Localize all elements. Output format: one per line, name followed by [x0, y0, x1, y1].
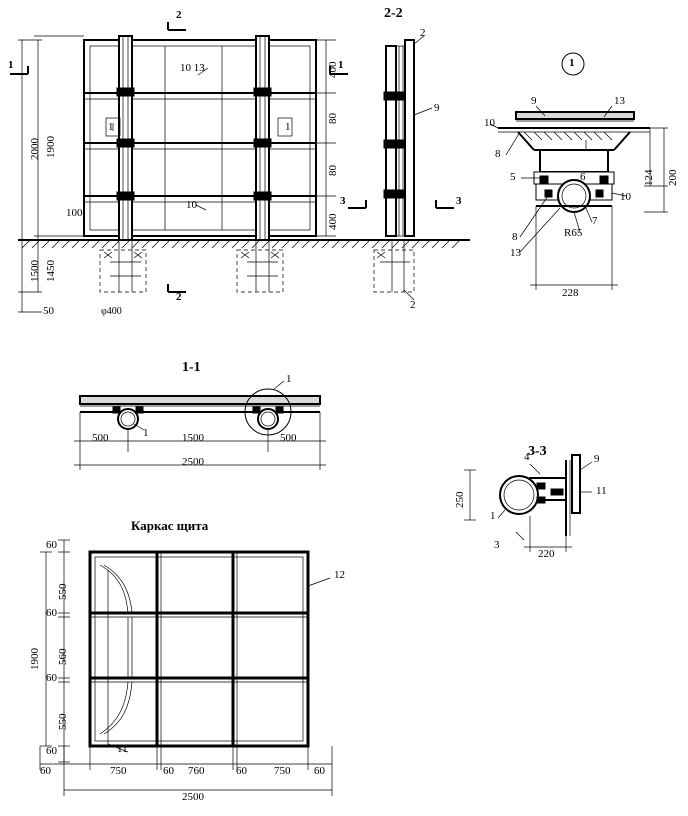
dim-100: 100 — [66, 207, 83, 219]
d1-callout-13-top: 13 — [614, 95, 625, 107]
frame-dim-750-r: 750 — [274, 765, 291, 777]
foundation-diameter-note: φ400 — [101, 306, 122, 317]
s11-dim-500-right: 500 — [280, 432, 297, 444]
d1-callout-5: 5 — [510, 171, 516, 183]
title-frame-panel: Каркас щита — [131, 518, 209, 533]
d1-callout-r65: R65 — [564, 227, 583, 239]
s33-callout-9: 9 — [594, 453, 600, 465]
frame-dim-750-l: 750 — [110, 765, 127, 777]
frame-dim-60-bot: 60 — [46, 745, 57, 757]
frame-dim-60-m1: 60 — [163, 765, 174, 777]
d1-callout-10-right: 10 — [620, 191, 631, 203]
dim-80-lower: 80 — [327, 165, 339, 176]
dim-1900: 1900 — [45, 136, 57, 158]
section-mark-3-right: 3 — [456, 195, 462, 207]
frame-dim-60-a: 60 — [46, 607, 57, 619]
d1-dim-200: 200 — [667, 169, 679, 186]
callout-1-right: 1 — [285, 121, 291, 133]
frame-dim-550-t: 550 — [57, 583, 69, 600]
d1-callout-8-lower: 8 — [512, 231, 518, 243]
dim-2000: 2000 — [29, 138, 41, 160]
frame-dim-60-r: 60 — [314, 765, 325, 777]
title-section-2-2: 2-2 — [384, 6, 403, 21]
s22-mark-2-bottom: 2 — [410, 299, 416, 311]
s11-dim-1500: 1500 — [182, 432, 204, 444]
s33-callout-4: 4 — [524, 451, 530, 463]
detail-balloon-1: 1 — [569, 57, 575, 69]
s11-callout-1-top: 1 — [286, 373, 292, 385]
d1-dim-228: 228 — [562, 287, 579, 299]
title-section-1-1: 1-1 — [182, 360, 201, 375]
d1-dim-124: 124 — [643, 169, 655, 186]
s33-callout-3: 3 — [494, 539, 500, 551]
dim-400-bottom: 400 — [327, 213, 339, 230]
frame-dim-550-b: 550 — [57, 713, 69, 730]
title-section-3-3: 3-3 — [528, 444, 547, 459]
dim-400-top: 400 — [327, 61, 339, 78]
dim-50: 50 — [43, 305, 54, 317]
frame-dim-2500: 2500 — [182, 791, 204, 803]
s11-callout-1-lower: 1 — [143, 427, 149, 439]
d1-callout-8-upper: 8 — [495, 148, 501, 160]
dim-1450: 1450 — [45, 260, 57, 282]
s33-callout-1: 1 — [490, 510, 496, 522]
d1-callout-13-lower: 13 — [510, 247, 521, 259]
section-mark-1-right: 1 — [338, 59, 344, 71]
frame-dim-60-b: 60 — [46, 672, 57, 684]
s22-callout-9: 9 — [434, 102, 440, 114]
s33-callout-11: 11 — [596, 485, 607, 497]
frame-callout-11: 11 — [117, 743, 128, 755]
s33-dim-220: 220 — [538, 548, 555, 560]
d1-callout-7: 7 — [592, 215, 598, 227]
callout-10: 10 — [186, 199, 197, 211]
section-mark-2-top: 2 — [176, 9, 182, 21]
section-mark-2-bottom: 2 — [176, 291, 182, 303]
section-mark-3-left: 3 — [340, 195, 346, 207]
frame-dim-60-l: 60 — [40, 765, 51, 777]
s33-dim-250: 250 — [454, 491, 466, 508]
d1-callout-6: 6 — [580, 171, 586, 183]
frame-callout-12: 12 — [334, 569, 345, 581]
s11-dim-2500: 2500 — [182, 456, 204, 468]
frame-dim-1900: 1900 — [29, 648, 41, 670]
callout-1-left: 1 — [108, 121, 114, 133]
d1-callout-10: 10 — [484, 117, 495, 129]
s22-mark-2-top: 2 — [420, 27, 426, 39]
frame-dim-560: 560 — [57, 648, 69, 665]
s11-dim-500-left: 500 — [92, 432, 109, 444]
section-mark-1-left: 1 — [8, 59, 14, 71]
frame-dim-60-t: 60 — [46, 539, 57, 551]
dim-1500: 1500 — [29, 260, 41, 282]
d1-callout-9: 9 — [531, 95, 537, 107]
frame-dim-60-m2: 60 — [236, 765, 247, 777]
callout-10-13: 10 13 — [180, 62, 205, 74]
dim-80-upper: 80 — [327, 113, 339, 124]
frame-dim-760: 760 — [188, 765, 205, 777]
